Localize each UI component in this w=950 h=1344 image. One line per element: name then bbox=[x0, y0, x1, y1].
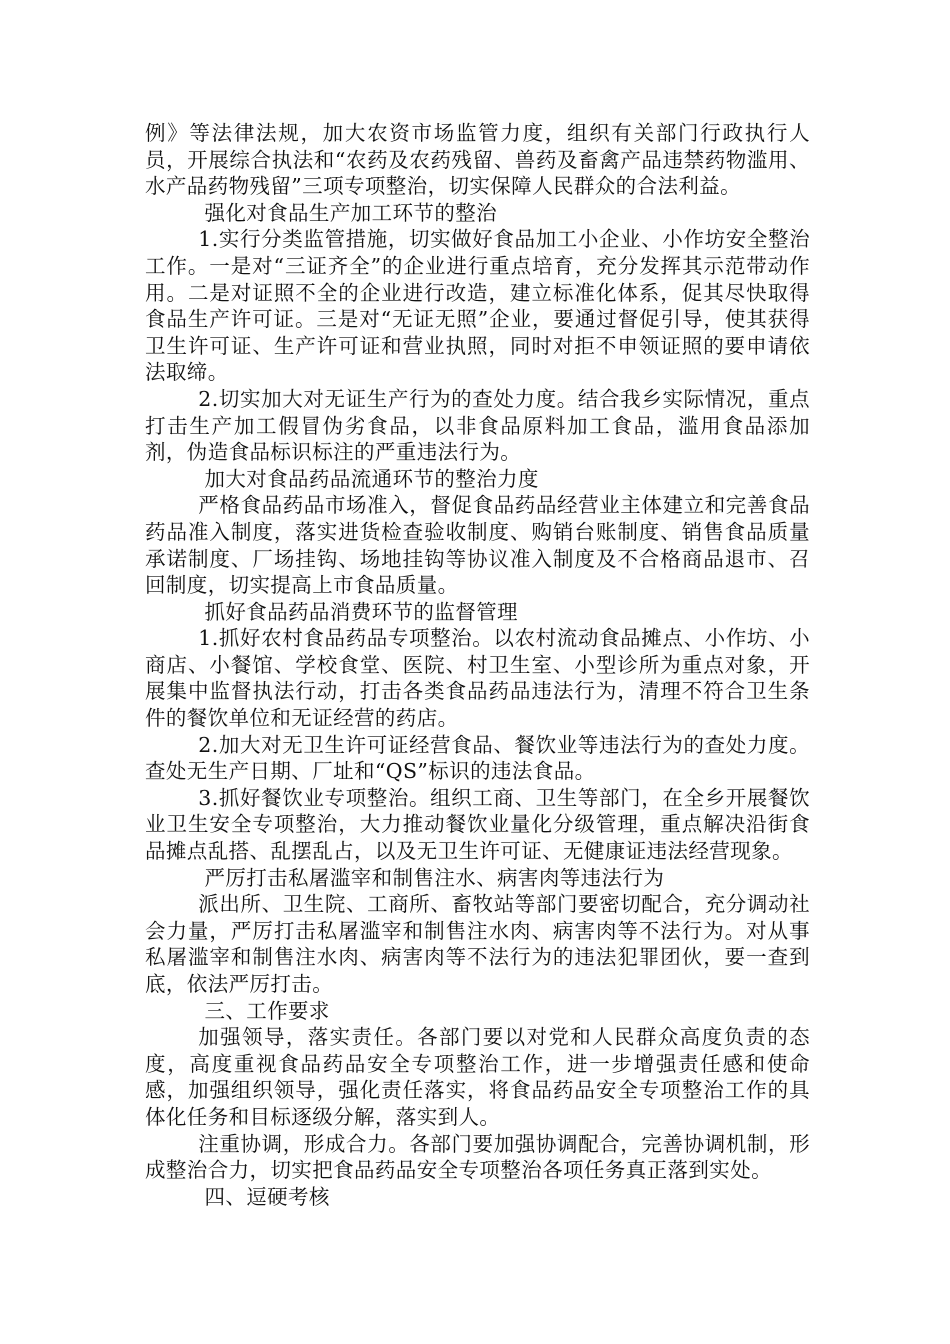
section-heading-circulation: 加大对食品药品流通环节的整治力度 bbox=[204, 466, 539, 491]
paragraph: 2.加大对无卫生许可证经营食品、餐饮业等违法行为的查处力度。查处无生产日期、厂址和“QS”标识的违法食品。 bbox=[145, 732, 810, 784]
section-heading-slaughter: 严厉打击私屠滥宰和制售注水、病害肉等违法行为 bbox=[204, 865, 665, 890]
paragraph: 注重协调，形成合力。各部门要加强协调配合，完善协调机制，形成整治合力，切实把食品药品安全专项整治各项任务真正落到实处。 bbox=[145, 1131, 810, 1183]
section-heading-production: 强化对食品生产加工环节的整治 bbox=[204, 200, 498, 225]
paragraph: 派出所、卫生院、工商所、畜牧站等部门要密切配合，充分调动社会力量，严厉打击私屠滥宰和制售注水肉、病害肉等不法行为。对从事私屠滥宰和制售注水肉、病害肉等不法行为的违法犯罪团伙，要一查到底，依法严厉打击。 bbox=[145, 892, 810, 996]
paragraph: 2.切实加大对无证生产行为的查处力度。结合我乡实际情况，重点打击生产加工假冒伪劣食品，以非食品原料加工食品，滥用食品添加剂，伪造食品标识标注的严重违法行为。 bbox=[145, 386, 810, 465]
paragraph: 3.抓好餐饮业专项整治。组织工商、卫生等部门，在全乡开展餐饮业卫生安全专项整治，大力推动餐饮业量化分级管理，重点解决沿街食品摊点乱搭、乱摆乱占，以及无卫生许可证、无健康证违法经营现象。 bbox=[145, 785, 810, 864]
paragraph: 1.实行分类监管措施，切实做好食品加工小企业、小作坊安全整治工作。一是对“三证齐全”的企业进行重点培育，充分发挥其示范带动作用。二是对证照不全的企业进行改造，建立标准化体系，促其尽快取得食品生产许可证。三是对“无证无照”企业，要通过督促引导，使其获得卫生许可证、生产许可证和营业执照，同时对拒不申领证照的要申请依法取缔。 bbox=[145, 227, 810, 385]
section-heading-assessment: 四、逗硬考核 bbox=[204, 1184, 330, 1209]
section-heading-requirements: 三、工作要求 bbox=[204, 998, 330, 1023]
paragraph-continued: 例》等法律法规，加大农资市场监管力度，组织有关部门行政执行人员，开展综合执法和“农药及农药残留、兽药及畜禽产品违禁药物滥用、水产品药物残留”三项专项整治，切实保障人民群众的合法利益。 bbox=[145, 121, 810, 199]
paragraph: 严格食品药品市场准入，督促食品药品经营业主体建立和完善食品药品准入制度，落实进货检查验收制度、购销台账制度、销售食品质量承诺制度、厂场挂钩、场地挂钩等协议准入制度及不合格商品退市、召回制度，切实提高上市食品质量。 bbox=[145, 493, 810, 598]
section-heading-consumption: 抓好食品药品消费环节的监督管理 bbox=[204, 599, 518, 624]
paragraph: 1.抓好农村食品药品专项整治。以农村流动食品摊点、小作坊、小商店、小餐馆、学校食堂、医院、村卫生室、小型诊所为重点对象，开展集中监督执法行动，打击各类食品药品违法行为，清理不符合卫生条件的餐饮单位和无证经营的药店。 bbox=[145, 626, 810, 731]
document-body bbox=[145, 120, 810, 1210]
paragraph: 加强领导，落实责任。各部门要以对党和人民群众高度负责的态度，高度重视食品药品安全专项整治工作，进一步增强责任感和使命感，加强组织领导，强化责任落实，将食品药品安全专项整治工作的具体化任务和目标逐级分解，落实到人。 bbox=[145, 1025, 810, 1129]
